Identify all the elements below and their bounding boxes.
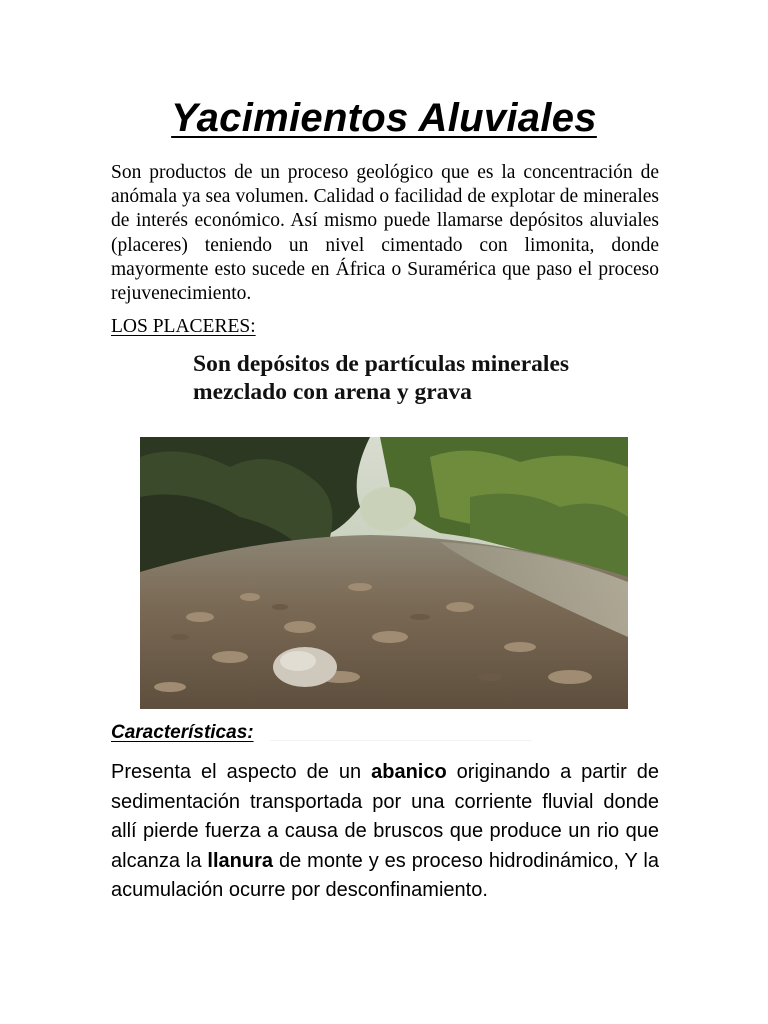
bold-term-llanura: llanura [207, 849, 273, 872]
placeres-heading: LOS PLACERES: [111, 316, 256, 337]
caracteristicas-heading: Características: [111, 722, 254, 743]
text-run: de monte y es proceso hidrodinámico, Y la acumulación ocurre por desconfinamiento. [111, 849, 659, 901]
intro-paragraph: Son productos de un proceso geológico que es la concentración de anómala ya sea volumen. Calidad o facilidad de explotar de minerales de interés económico. Así mismo puede llamarse depósitos aluviales (placeres) teniendo un nivel cimentado con limonita, donde mayormente esto sucede en África o Suramérica que paso el proceso rejuvenecimiento. [111, 162, 659, 305]
text-run: originando a partir de sedimentación transportada por una corriente fluvial donde allí pierde fuerza a causa de bruscos que produce un rio que alcanza la [111, 761, 659, 872]
riverbed-photo [140, 437, 628, 709]
riverbed-illustration [140, 437, 628, 709]
page-title: Yacimientos Aluviales [171, 96, 597, 140]
placeres-definition: Son depósitos de partículas minerales mezclado con arena y grava [193, 351, 570, 405]
bold-term-abanico: abanico [371, 761, 447, 783]
caracteristicas-paragraph [111, 758, 659, 906]
text-run: Presenta el aspecto de un [111, 761, 372, 783]
divider [270, 740, 532, 741]
